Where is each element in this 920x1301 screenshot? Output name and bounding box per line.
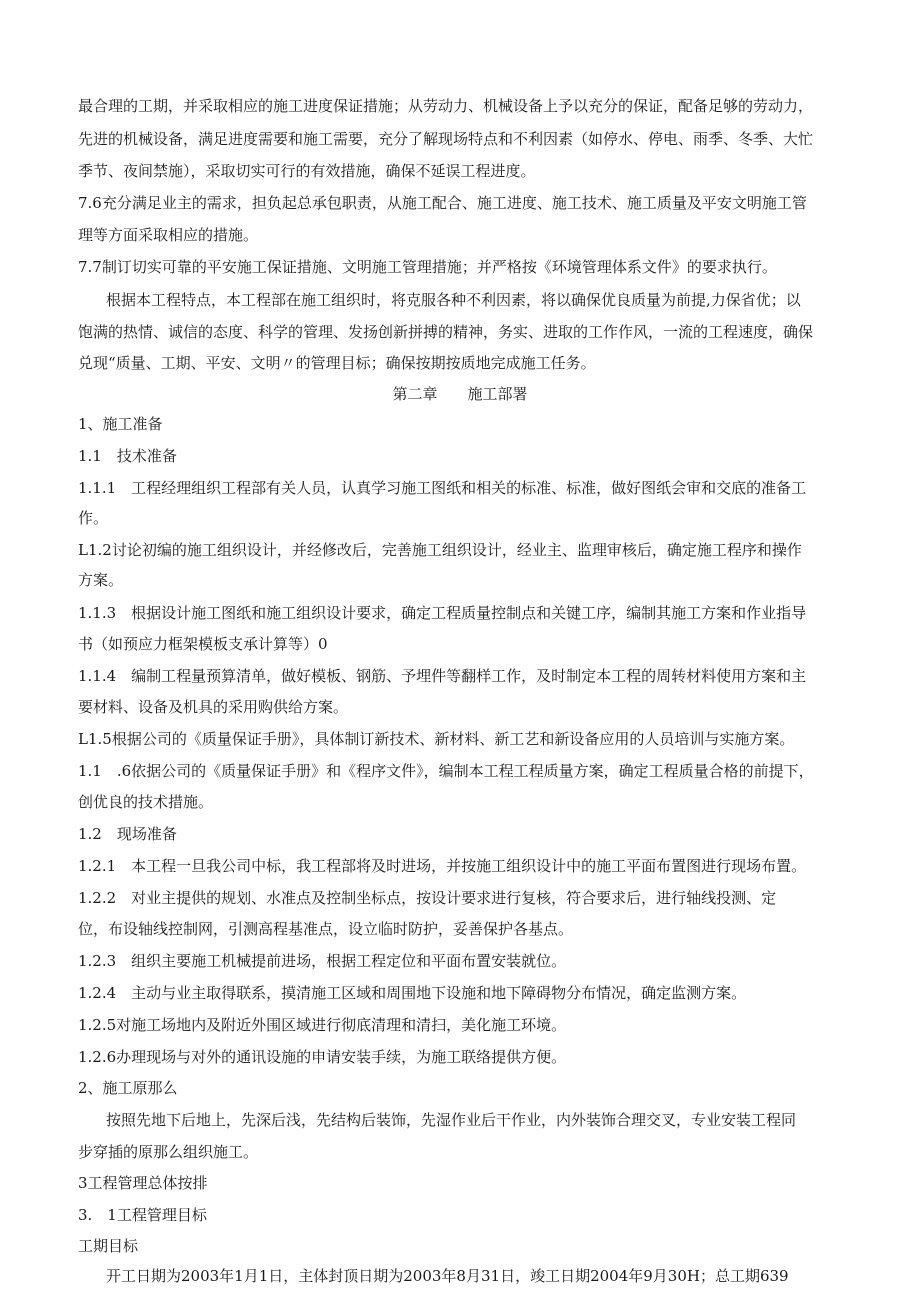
section-7-6-line: 7.6充分满足业主的需求，担负起总承包职责，从施工配合、施工进度、施工技术、施工质量及平安文明施工管: [78, 194, 807, 212]
subheading: 工期目标: [78, 1237, 139, 1255]
paragraph-line: 最合理的工期，并采取相应的施工进度保证措施；从劳动力、机械设备上予以充分的保证，配备足够的劳动力，: [78, 97, 814, 115]
section-heading: 1.2 现场准备: [78, 825, 177, 843]
section-7-7-line: 7.7制订切实可靠的平安施工保证措施、文明施工管理措施；并严格按《环境管理体系文件》的要求执行。: [78, 258, 777, 276]
paragraph-line: 1.2.3 组织主要施工机械提前进场，根据工程定位和平面布置安装就位。: [78, 952, 567, 970]
paragraph-line: L1.5根据公司的《质量保证手册》，具体制订新技术、新材料、新工艺和新设备应用的人员培训与实施方案。: [78, 730, 795, 748]
paragraph-line: 1.1.1 工程经理组织工程部有关人员，认真学习施工图纸和相关的标准、标准，做好图纸会审和交底的准备工: [78, 479, 807, 497]
paragraph-line: 步穿插的原那么组织施工。: [78, 1143, 259, 1161]
paragraph-line: 1.1 .6依据公司的《质量保证手册》和《程序文件》，编制本工程工程质量方案，确定工程质量合格的前提下，: [78, 762, 814, 780]
paragraph-line: 理等方面采取相应的措施。: [78, 226, 259, 244]
paragraph-line: 开工日期为2003年1月1日，主体封顶日期为2003年8月31日，竣工日期2004年9月30H；总工期639: [106, 1267, 789, 1285]
paragraph-line: 要材料、设备及机具的采用购供给方案。: [78, 698, 349, 716]
section-heading: 3工程管理总体按排: [78, 1174, 208, 1192]
paragraph-line: 按照先地下后地上，先深后浅，先结构后装饰，先湿作业后干作业，内外装饰合理交叉，专业安装工程同: [106, 1111, 797, 1129]
paragraph-line: 1.1.4 编制工程量预算清单，做好模板、钢筋、予埋件等翻样工作，及时制定本工程的周转材料使用方案和主: [78, 667, 807, 685]
section-heading: 1.1 技术准备: [78, 447, 177, 465]
paragraph-line: 兑现“质量、工期、平安、文明〃的管理目标；确保按期按质地完成施工任务。: [78, 354, 596, 372]
paragraph-line: 书（如预应力框架模板支承计算等）0: [78, 635, 328, 653]
paragraph-line: 创优良的技术措施。: [78, 793, 214, 811]
section-heading: 2、施工原那么: [78, 1079, 178, 1097]
paragraph-line: 1.1.3 根据设计施工图纸和施工组织设计要求，确定工程质量控制点和关键工序，编制其施工方案和作业指导: [78, 604, 807, 622]
paragraph-line: 位，布设轴线控制网，引测高程基准点，设立临时防护，妥善保护各基点。: [78, 920, 574, 938]
paragraph-line: L1.2讨论初编的施工组织设计，并经修改后，完善施工组织设计，经业主、监理审核后，确定施工程序和操作: [78, 541, 802, 559]
paragraph-line: 1.2.6办理现场与对外的通讯设施的申请安装手续，为施工联络提供方便。: [78, 1048, 567, 1066]
paragraph-line: 1.2.4 主动与业主取得联系，摸清施工区域和周围地下设施和地下障碍物分布情况，确定监测方案。: [78, 984, 747, 1002]
paragraph-line: 季节、夜间禁施），采取切实可行的有效措施，确保不延误工程进度。: [78, 162, 536, 180]
paragraph-line: 方案。: [78, 571, 124, 589]
chapter-title: 第二章 施工部署: [392, 385, 528, 403]
paragraph-line: 饱满的热情、诚信的态度、科学的管理、发扬创新拼搏的精神，务实、进取的工作作风，一流的工程速度，确保: [78, 323, 814, 341]
section-heading: 3. 1工程管理目标: [78, 1206, 207, 1224]
paragraph-line: 1.2.2 对业主提供的规划、水准点及控制坐标点，按设计要求进行复核，符合要求后，进行轴线投测、定: [78, 889, 777, 907]
paragraph-line: 根据本工程特点，本工程部在施工组织时，将克服各种不利因素，将以确保优良质量为前提,力保省优；以: [106, 291, 801, 309]
paragraph-line: 作。: [78, 509, 109, 527]
paragraph-line: 先进的机械设备，满足进度需要和施工需要，充分了解现场特点和不利因素（如停水、停电、雨季、冬季、大忙: [78, 130, 814, 148]
section-heading: 1、施工准备: [78, 415, 163, 433]
paragraph-line: 1.2.5对施工场地内及附近外围区域进行彻底清理和清扫，美化施工环境。: [78, 1016, 567, 1034]
paragraph-line: 1.2.1 本工程一旦我公司中标，我工程部将及时进场，并按施工组织设计中的施工平面布置图进行现场布置。: [78, 857, 807, 875]
